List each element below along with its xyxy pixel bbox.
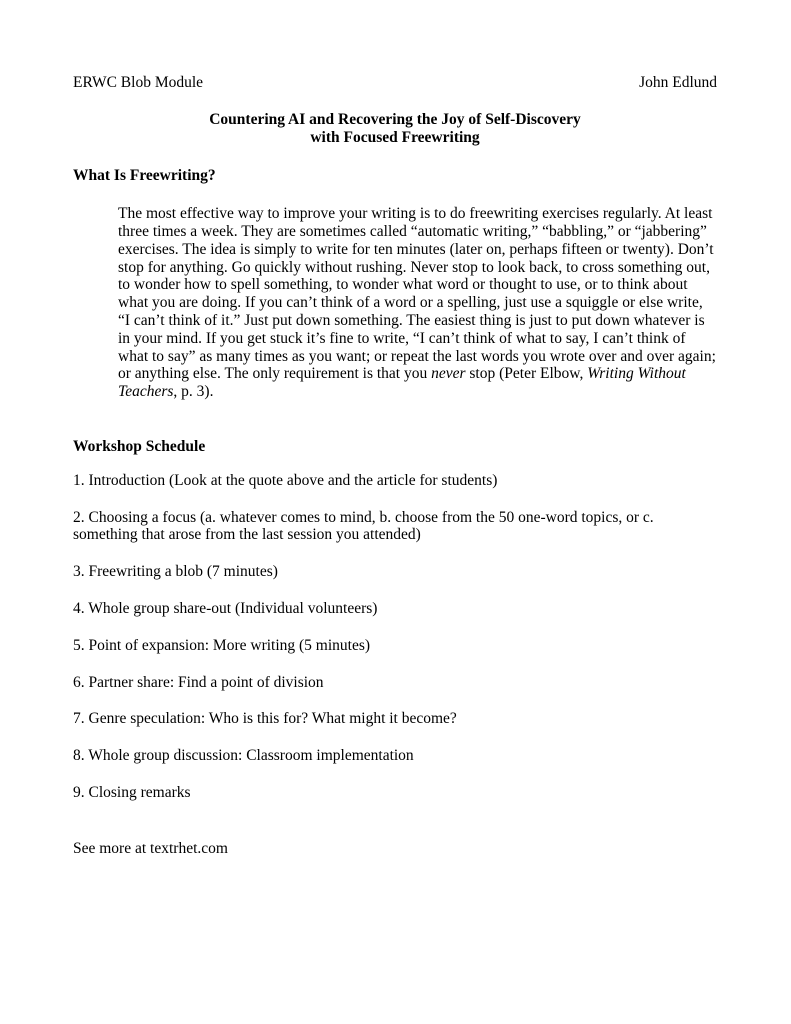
quote-text-segment: The most effective way to improve your writing is to do freewriting exercises regularly. At least three times a week. They are sometimes called “automatic writing,” “babbling,” or “jabbering” exercises. The idea is simply to write for ten minutes (later on, perhaps fifteen or twenty). Don’t stop for anything. Go quickly without rushing. Never stop to look back, to cross something out, to wonder how to spell something, to wonder what word or thought to use, or to think about what you are doing. If you can’t think of a word or a spelling, just use a squiggle or else write, “I can’t think of it.” Just put down something. The easiest thing is just to put down whatever is in your mind. If you get stuck it’s fine to write, “I can’t think of what to say, I can’t think of what to say” as many times as you want; or repeat the last words you wrote over and over again; or anything else. The only requirement is that you <box>118 205 716 383</box>
schedule-item: 3. Freewriting a blob (7 minutes) <box>73 563 278 581</box>
document-title-line-2: with Focused Freewriting <box>310 128 480 146</box>
schedule-list <box>73 472 717 802</box>
quote-text-segment: stop (Peter Elbow, <box>465 365 588 383</box>
quote-book-title: Writing Without Teachers <box>118 365 686 401</box>
schedule-item: 9. Closing remarks <box>73 783 191 801</box>
schedule-item: 2. Choosing a focus (a. whatever comes to mind, b. choose from the 50 one-word topics, or c. something that arose from the last session you attended) <box>73 508 654 544</box>
schedule-item: 1. Introduction (Look at the quote above and the article for students) <box>73 471 498 489</box>
footer-note: See more at textrhet.com <box>73 839 228 857</box>
header-module-name: ERWC Blob Module <box>73 74 204 91</box>
header-author-name: John Edlund <box>639 74 717 91</box>
freewriting-block-quote <box>118 205 717 401</box>
heading-what-is-freewriting: What Is Freewriting? <box>73 167 216 185</box>
schedule-item: 7. Genre speculation: Who is this for? What might it become? <box>73 710 457 728</box>
document-header <box>73 74 717 92</box>
schedule-item: 5. Point of expansion: More writing (5 minutes) <box>73 636 371 654</box>
quote-text-segment: , p. 3). <box>173 383 214 401</box>
schedule-item: 8. Whole group discussion: Classroom implementation <box>73 747 414 765</box>
schedule-item: 6. Partner share: Find a point of division <box>73 673 324 691</box>
quote-italic-never: never <box>431 365 466 383</box>
document-title-line-1: Countering AI and Recovering the Joy of Self-Discovery <box>209 110 581 128</box>
document-title <box>73 111 717 147</box>
schedule-item: 4. Whole group share-out (Individual volunteers) <box>73 599 378 617</box>
heading-workshop-schedule: Workshop Schedule <box>73 437 206 455</box>
